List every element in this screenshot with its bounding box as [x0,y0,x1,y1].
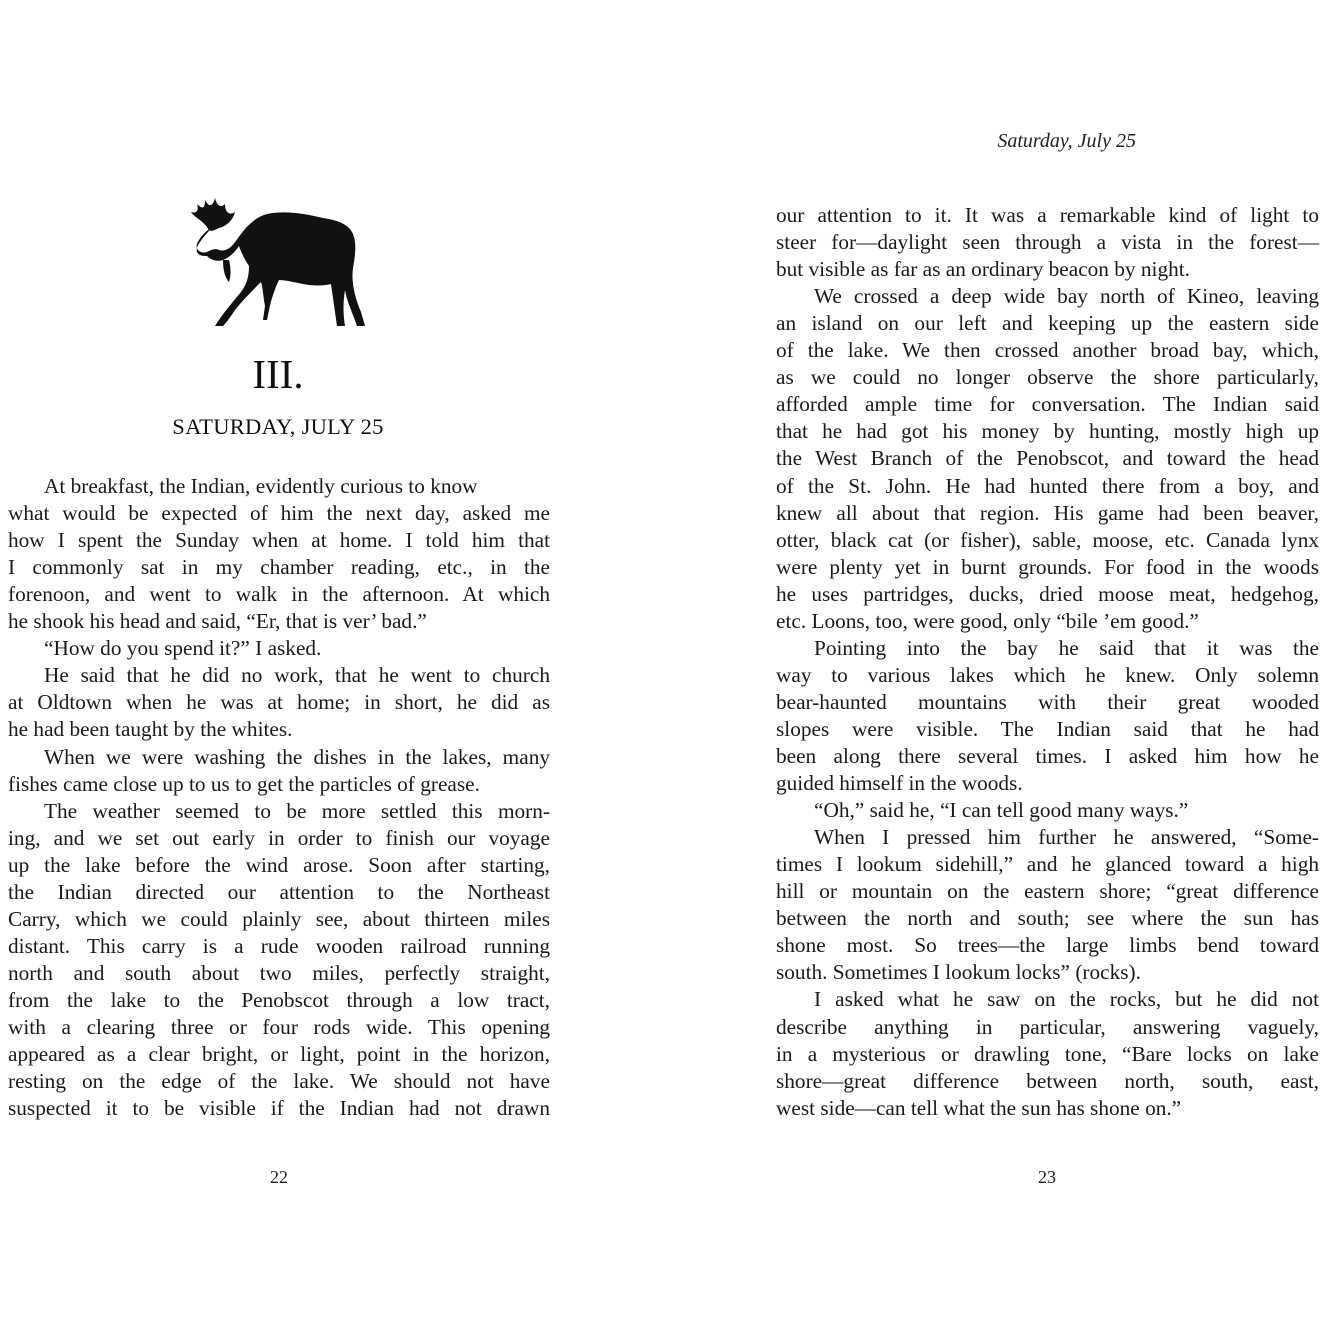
text-line: the West Branch of the Penobscot, and toward the head [776,446,1319,471]
text-line: in a mysterious or drawling tone, “Bare locks on lake [776,1041,1319,1066]
text-line: knew all about that region. His game had been beaver, [776,500,1319,525]
text-line: shone most. So trees—the large limbs bend toward [776,933,1319,958]
text-line: The weather seemed to be more settled this morn- [44,798,550,823]
text-line: distant. This carry is a rude wooden railroad running [8,933,550,958]
moose-icon [189,190,369,330]
left-page [0,0,660,1321]
text-line: forenoon, and went to walk in the afternoon. At which [8,582,550,607]
text-line: “Oh,” said he, “I can tell good many ways.” [814,798,1189,823]
text-line: north and south about two miles, perfectly straight, [8,960,550,985]
text-line: describe anything in particular, answering vaguely, [776,1014,1319,1039]
text-line: an island on our left and keeping up the eastern side [776,311,1319,336]
right-page [660,0,1321,1321]
text-line: he uses partridges, ducks, dried moose meat, hedgehog, [776,581,1319,606]
text-line: were plenty yet in burnt grounds. For food in the woods [776,554,1319,579]
text-line: steer for—daylight seen through a vista in the forest— [776,230,1319,255]
text-line: “How do you spend it?” I asked. [44,636,322,661]
text-line: of the St. John. He had hunted there from a boy, and [776,473,1319,498]
text-line: that he had got his money by hunting, mostly high up [776,419,1319,444]
text-line: I commonly sat in my chamber reading, etc., in the [8,555,550,580]
text-line: We crossed a deep wide bay north of Kineo, leaving [814,284,1319,309]
text-line: He said that he did no work, that he went to church [44,663,550,688]
text-line: When we were washing the dishes in the lakes, many [44,744,550,769]
text-line: suspected it to be visible if the Indian had not drawn [8,1096,550,1121]
page-number-right: 23 [1038,1167,1056,1187]
text-line: etc. Loons, too, were good, only “bile ’em good.” [776,608,1199,633]
chapter-title: SATURDAY, JULY 25 [172,414,384,439]
running-head: Saturday, July 25 [997,130,1136,152]
text-line: Carry, which we could plainly see, about thirteen miles [8,906,550,931]
text-line: shore—great difference between north, south, east, [776,1068,1319,1093]
text-line: When I pressed him further he answered, “Some- [814,825,1319,850]
text-line: he shook his head and said, “Er, that is ver’ bad.” [8,609,427,634]
text-line: what would be expected of him the next day, asked me [8,501,550,526]
text-line: south. Sometimes I lookum locks” (rocks). [776,960,1141,985]
text-line: hill or mountain on the eastern shore; “great difference [776,879,1319,904]
text-line: west side—can tell what the sun has shone on.” [776,1095,1182,1120]
text-line: how I spent the Sunday when at home. I told him that [8,528,550,553]
text-line: appeared as a clear bright, or light, point in the horizon, [8,1042,550,1067]
text-line: of the lake. We then crossed another broad bay, which, [776,338,1319,363]
text-line: between the north and south; see where the sun has [776,906,1319,931]
text-line: times I lookum sidehill,” and he glanced toward a high [776,852,1319,877]
text-line: bear-haunted mountains with their great wooded [776,689,1319,714]
text-line: otter, black cat (or fisher), sable, moose, etc. Canada lynx [776,527,1319,552]
text-line: afforded ample time for conversation. The Indian said [776,392,1319,417]
text-line: as we could no longer observe the shore particularly, [776,365,1319,390]
text-line: fishes came close up to us to get the particles of grease. [8,771,480,796]
text-line: at Oldtown when he was at home; in short, he did as [8,690,550,715]
text-line: our attention to it. It was a remarkable kind of light to [776,203,1319,227]
text-line: the Indian directed our attention to the Northeast [8,879,550,904]
chapter-number: III. [252,351,304,397]
text-line: he had been taught by the whites. [8,717,293,742]
text-line: but visible as far as an ordinary beacon by night. [776,257,1190,282]
text-line: At breakfast, the Indian, evidently curious to know [44,474,478,498]
text-line: up the lake before the wind arose. Soon after starting, [8,852,550,877]
text-line: from the lake to the Penobscot through a low tract, [8,987,550,1012]
page-number-left: 22 [270,1167,288,1187]
text-line: been along there several times. I asked him how he [776,744,1319,768]
text-line: Pointing into the bay he said that it was the [814,635,1319,660]
text-line: slopes were visible. The Indian said that he had [776,716,1319,741]
text-line: I asked what he saw on the rocks, but he did not [814,987,1319,1012]
text-line: guided himself in the woods. [776,771,1023,796]
text-line: resting on the edge of the lake. We should not have [8,1069,550,1094]
text-line: with a clearing three or four rods wide. This opening [8,1015,550,1039]
text-line: way to various lakes which he knew. Only solemn [776,662,1319,687]
text-line: ing, and we set out early in order to finish our voyage [8,825,550,850]
